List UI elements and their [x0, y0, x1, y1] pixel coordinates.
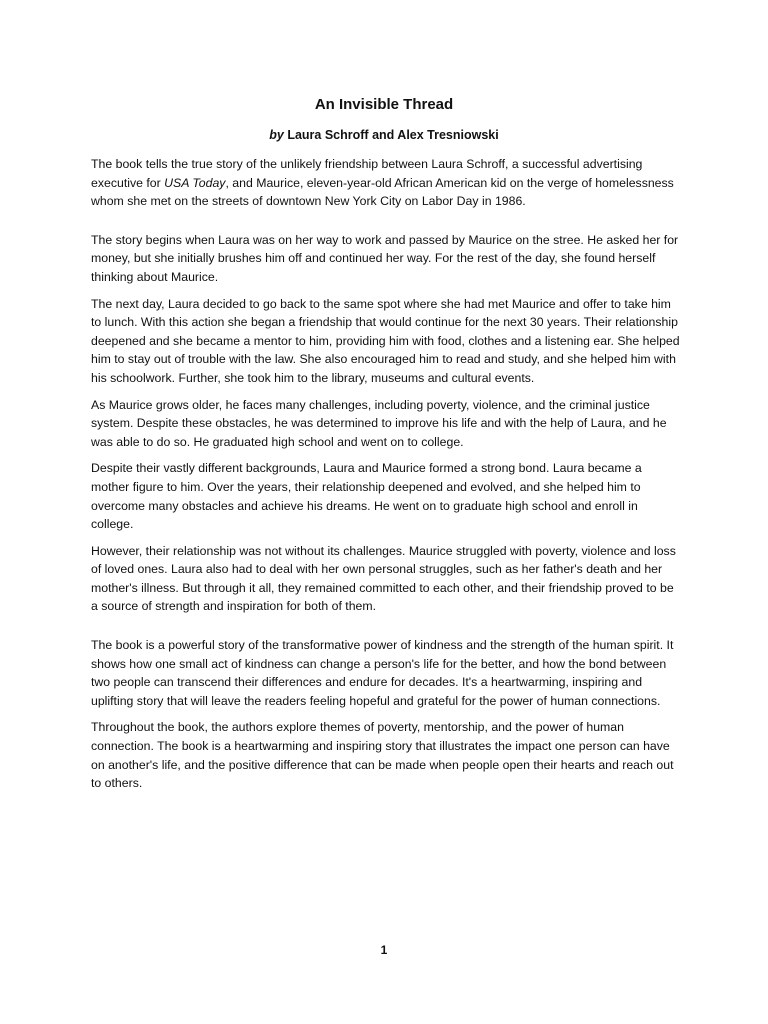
byline-authors: Laura Schroff and Alex Tresniowski — [287, 128, 499, 142]
paragraph-7: The book is a powerful story of the transformative power of kindness and the strength of the human spirit. It shows how one small act of kindness can change a person's life for the better, and how the bond between two people can transcend their differences and endure for decades. It's a heartwarming, inspiring and uplifting story that will leave the readers feeling hopeful and grateful for the power of human connections. — [91, 638, 674, 708]
paragraph-2: The story begins when Laura was on her way to work and passed by Maurice on the stree. He asked her for money, but she initially brushes him off and continued her way. For the rest of the day, she found herself thinking about Maurice. — [91, 232, 679, 284]
document-body — [91, 155, 681, 801]
paragraph-3: The next day, Laura decided to go back to the same spot where she had met Maurice and offer to take him to lunch. With this action she began a friendship that would continue for the next 30 years. Their relationship deepened and she became a mentor to him, providing him with food, clothes and a listening ear. She helped him to stay out of trouble with the law. She also encouraged him to read and study, and she helped him with his schoolwork. Further, she took him to the library, museums and cultural events. — [91, 296, 680, 385]
byline-prefix: by — [269, 128, 284, 142]
paragraph-1-text-before: The book tells the true story of the unlikely friendship between Laura Schroff, a successful advertising executive for — [91, 157, 643, 190]
paragraph-5: Despite their vastly different backgrounds, Laura and Maurice formed a strong bond. Laura became a mother figure to him. Over the years, their relationship deepened and evolved, and she helped him to overcome many obstacles and achieve his dreams. He went on to graduate high school and enroll in college. — [91, 461, 642, 532]
document-title: An Invisible Thread — [314, 96, 454, 113]
paragraph-4: As Maurice grows older, he faces many challenges, including poverty, violence, and the criminal justice system. Despite these obstacles, he was determined to improve his life and with the help of Laura, and he was able to do so. He graduated high school and went on to college. — [91, 397, 667, 449]
paragraph-6: However, their relationship was not without its challenges. Maurice struggled with poverty, violence and loss of loved ones. Laura also had to deal with her own personal struggles, such as her father's death and her mother's illness. But through it all, they remained committed to each other, and their friendship proved to be a source of strength and inspiration for both of them. — [91, 543, 676, 614]
document-byline — [0, 126, 768, 144]
paragraph-1 — [91, 155, 681, 211]
paragraph-8: Throughout the book, the authors explore themes of poverty, mentorship, and the power of human connection. The book is a heartwarming and inspiring story that illustrates the impact one person can have on another's life, and the positive difference that can be made when people open their hearts and reach out to others. — [91, 720, 674, 791]
paragraph-1-text-after: , and Maurice, eleven-year-old African American kid on the verge of homelessness whom she met on the streets of downtown New York City on Labor Day in 1986. — [91, 175, 674, 209]
publication-name: USA Today — [164, 175, 226, 190]
page-number: 1 — [380, 943, 388, 957]
